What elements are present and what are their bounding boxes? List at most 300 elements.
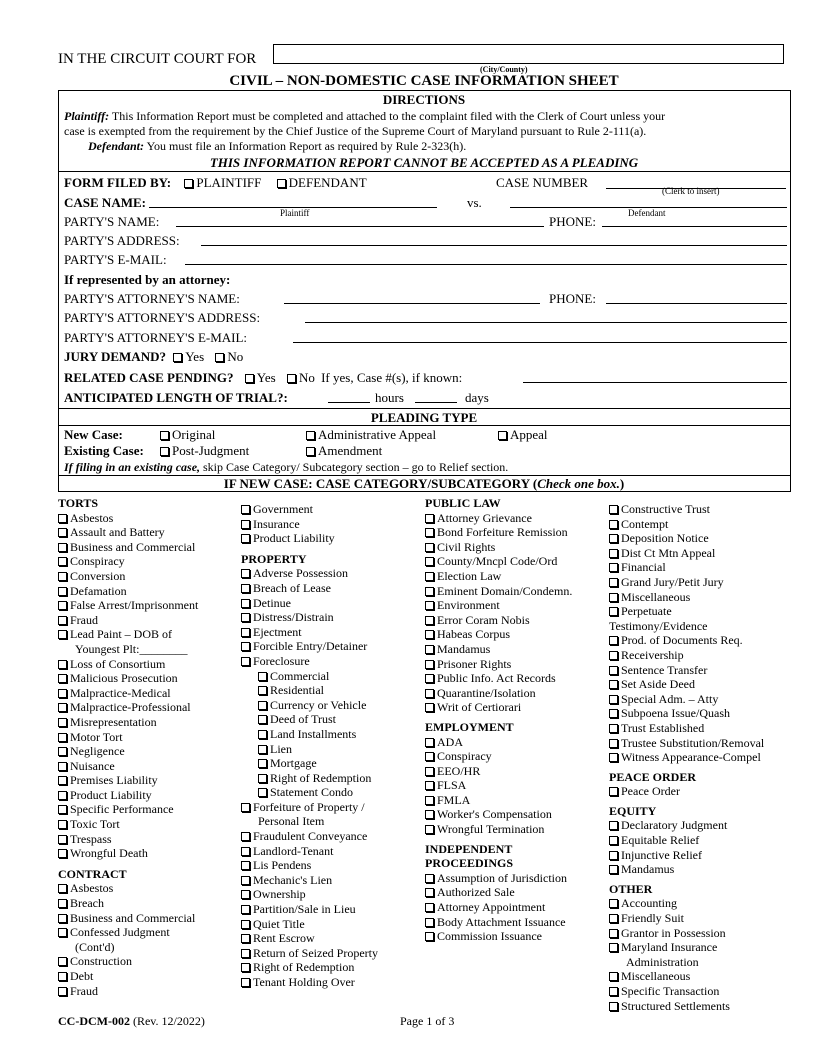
category-checkbox[interactable] — [241, 963, 250, 972]
category-item[interactable] — [609, 663, 764, 678]
category-label: Structured Settlements — [621, 998, 730, 1013]
category-checkbox[interactable] — [58, 762, 67, 771]
category-checkbox[interactable] — [258, 715, 267, 724]
category-checkbox[interactable] — [58, 660, 67, 669]
category-checkbox[interactable] — [241, 657, 250, 666]
category-checkbox[interactable] — [609, 651, 618, 660]
category-label: Business and Commercial — [70, 539, 196, 554]
category-checkbox[interactable] — [241, 920, 250, 929]
category-item[interactable] — [241, 975, 378, 990]
category-checkbox[interactable] — [609, 709, 618, 718]
defendant-checkbox[interactable] — [277, 179, 286, 188]
category-item[interactable] — [241, 698, 378, 713]
category-item[interactable] — [241, 829, 378, 844]
category-item[interactable] — [58, 540, 198, 555]
category-checkbox[interactable] — [258, 788, 267, 797]
related-no-checkbox[interactable] — [287, 374, 296, 383]
page-number: Page 1 of 3 — [400, 1014, 455, 1028]
category-checkbox[interactable] — [58, 718, 67, 727]
attorney-address-field[interactable] — [305, 322, 787, 323]
column-torts-contract — [58, 496, 198, 998]
category-item[interactable] — [58, 744, 198, 759]
category-item[interactable] — [425, 900, 572, 915]
category-label: Land Installments — [270, 726, 357, 741]
category-item[interactable] — [609, 896, 764, 911]
category-item[interactable] — [241, 946, 378, 961]
category-item[interactable] — [58, 730, 198, 745]
category-label: Perpetuate — [621, 604, 672, 619]
category-checkbox[interactable] — [58, 899, 67, 908]
category-item[interactable] — [425, 671, 572, 686]
category-checkbox[interactable] — [425, 587, 434, 596]
category-checkbox[interactable] — [58, 791, 67, 800]
category-label: Declaratory Judgment — [621, 818, 728, 833]
category-item[interactable] — [58, 969, 198, 984]
original-checkbox[interactable] — [160, 431, 169, 440]
category-label: Return of Seized Property — [253, 945, 378, 960]
category-checkbox[interactable] — [241, 978, 250, 987]
if-yes-case-label: If yes, Case #(s), if known: — [321, 370, 463, 385]
plaintiff-text-2: case is exempted from the requirement by the Chief Justice of the Supreme Court of Maryland pursuant to Rule 2-111(a). — [64, 124, 647, 138]
category-checkbox[interactable] — [58, 543, 67, 552]
category-checkbox[interactable] — [425, 903, 434, 912]
category-checkbox[interactable] — [58, 601, 67, 610]
category-checkbox[interactable] — [609, 534, 618, 543]
category-item[interactable] — [241, 683, 378, 698]
category-checkbox[interactable] — [609, 505, 618, 514]
category-item[interactable] — [425, 764, 572, 779]
category-item[interactable] — [58, 846, 198, 861]
category-checkbox[interactable] — [58, 514, 67, 523]
category-item[interactable] — [425, 540, 572, 555]
category-label: Lead Paint – DOB of — [70, 627, 172, 642]
category-item[interactable] — [58, 569, 198, 584]
category-item[interactable] — [425, 871, 572, 886]
category-checkbox[interactable] — [609, 724, 618, 733]
category-checkbox[interactable] — [425, 660, 434, 669]
category-checkbox[interactable] — [609, 695, 618, 704]
category-checkbox[interactable] — [241, 949, 250, 958]
category-checkbox[interactable] — [425, 674, 434, 683]
category-checkbox[interactable] — [58, 849, 67, 858]
category-checkbox[interactable] — [58, 776, 67, 785]
category-checkbox[interactable] — [609, 636, 618, 645]
category-item[interactable] — [58, 671, 198, 686]
category-label: Grand Jury/Petit Jury — [621, 574, 724, 589]
category-item[interactable] — [241, 887, 378, 902]
post-judgment-checkbox[interactable] — [160, 447, 169, 456]
category-checkbox[interactable] — [241, 569, 250, 578]
category-item[interactable] — [241, 625, 378, 640]
category-item[interactable] — [241, 566, 378, 581]
category-checkbox[interactable] — [58, 884, 67, 893]
category-item[interactable] — [609, 750, 764, 765]
category-item[interactable] — [241, 902, 378, 917]
category-checkbox[interactable] — [425, 932, 434, 941]
category-checkbox[interactable] — [609, 607, 618, 616]
category-checkbox[interactable] — [58, 674, 67, 683]
category-item[interactable] — [425, 569, 572, 584]
category-item[interactable] — [241, 669, 378, 684]
category-checkbox[interactable] — [58, 528, 67, 537]
category-item[interactable] — [241, 756, 378, 771]
category-item[interactable] — [425, 749, 572, 764]
category-item[interactable] — [609, 926, 764, 941]
category-item[interactable] — [425, 554, 572, 569]
category-checkbox[interactable] — [609, 972, 618, 981]
category-checkbox[interactable] — [425, 767, 434, 776]
category-item[interactable] — [609, 546, 764, 561]
category-item[interactable] — [609, 784, 764, 799]
category-label: Habeas Corpus — [437, 627, 510, 642]
category-checkbox[interactable] — [58, 557, 67, 566]
category-item[interactable] — [425, 885, 572, 900]
category-checkbox[interactable] — [425, 874, 434, 883]
category-label: Landlord-Tenant — [253, 843, 334, 858]
category-item[interactable] — [58, 700, 198, 715]
jury-demand-row — [64, 349, 243, 364]
category-item[interactable] — [425, 778, 572, 793]
category-item[interactable] — [241, 531, 378, 546]
public-law-heading: PUBLIC LAW — [425, 496, 501, 510]
category-checkbox[interactable] — [425, 752, 434, 761]
category-label: Nuisance — [70, 758, 115, 773]
admin-appeal-checkbox[interactable] — [306, 431, 315, 440]
category-checkbox[interactable] — [241, 520, 250, 529]
category-item[interactable] — [609, 531, 764, 546]
category-checkbox[interactable] — [609, 851, 618, 860]
category-item[interactable] — [58, 554, 198, 569]
category-item[interactable] — [58, 925, 198, 940]
trial-days-field[interactable] — [415, 402, 457, 403]
category-item[interactable] — [241, 917, 378, 932]
category-item[interactable] — [241, 931, 378, 946]
category-checkbox[interactable] — [609, 1002, 618, 1011]
category-label: Distress/Distrain — [253, 610, 334, 625]
category-item[interactable] — [58, 613, 198, 628]
category-checkbox[interactable] — [258, 672, 267, 681]
category-item[interactable] — [425, 700, 572, 715]
category-checkbox[interactable] — [58, 805, 67, 814]
category-label: Witness Appearance-Compel — [621, 750, 761, 765]
category-checkbox[interactable] — [58, 616, 67, 625]
category-item[interactable] — [609, 560, 764, 575]
category-item[interactable] — [609, 833, 764, 848]
category-item[interactable] — [609, 736, 764, 751]
category-checkbox[interactable] — [609, 929, 618, 938]
category-item — [241, 814, 378, 829]
trial-hours-field[interactable] — [328, 402, 370, 403]
category-checkbox[interactable] — [425, 918, 434, 927]
category-checkbox[interactable] — [58, 928, 67, 937]
category-checkbox[interactable] — [58, 987, 67, 996]
category-checkbox[interactable] — [58, 835, 67, 844]
category-item[interactable] — [58, 984, 198, 999]
category-checkbox[interactable] — [425, 616, 434, 625]
category-item[interactable] — [609, 721, 764, 736]
attorney-email-field[interactable] — [293, 342, 787, 343]
category-checkbox[interactable] — [258, 701, 267, 710]
category-checkbox[interactable] — [241, 505, 250, 514]
category-checkbox[interactable] — [425, 703, 434, 712]
category-item[interactable] — [241, 654, 378, 669]
category-checkbox[interactable] — [425, 572, 434, 581]
category-label: Subpoena Issue/Quash — [621, 706, 730, 721]
category-label: Personal Item — [258, 814, 325, 829]
category-item[interactable] — [425, 735, 572, 750]
category-checkbox[interactable] — [241, 534, 250, 543]
category-item[interactable] — [609, 633, 764, 648]
category-item[interactable] — [241, 727, 378, 742]
category-label: Assault and Battery — [70, 525, 165, 540]
category-item[interactable] — [425, 822, 572, 837]
category-item[interactable] — [241, 639, 378, 654]
category-item[interactable] — [241, 712, 378, 727]
category-checkbox[interactable] — [425, 630, 434, 639]
category-label: ADA — [437, 734, 463, 749]
category-item[interactable] — [425, 929, 572, 944]
category-item[interactable] — [58, 759, 198, 774]
party-name-field[interactable] — [176, 226, 544, 227]
category-checkbox[interactable] — [58, 957, 67, 966]
appeal-checkbox[interactable] — [498, 431, 507, 440]
category-checkbox[interactable] — [609, 739, 618, 748]
category-checkbox[interactable] — [58, 747, 67, 756]
category-checkbox[interactable] — [425, 543, 434, 552]
category-label: Sentence Transfer — [621, 662, 708, 677]
category-checkbox[interactable] — [241, 628, 250, 637]
category-label: Miscellaneous — [621, 969, 691, 984]
category-item[interactable] — [58, 817, 198, 832]
category-item[interactable] — [58, 525, 198, 540]
category-label: Breach of Lease — [253, 580, 331, 595]
category-item[interactable] — [609, 677, 764, 692]
category-item[interactable] — [241, 742, 378, 757]
category-checkbox[interactable] — [258, 730, 267, 739]
related-case-field[interactable] — [523, 382, 787, 383]
attorney-phone-field[interactable] — [606, 303, 787, 304]
category-item[interactable] — [609, 999, 764, 1014]
category-item[interactable] — [609, 940, 764, 955]
category-item[interactable] — [58, 657, 198, 672]
category-checkbox[interactable] — [258, 759, 267, 768]
category-item[interactable] — [609, 575, 764, 590]
category-checkbox[interactable] — [58, 820, 67, 829]
city-county-field[interactable] — [273, 44, 784, 64]
category-checkbox[interactable] — [609, 899, 618, 908]
category-item[interactable] — [58, 911, 198, 926]
category-label: Tenant Holding Over — [253, 975, 355, 989]
category-checkbox[interactable] — [58, 972, 67, 981]
category-checkbox[interactable] — [425, 528, 434, 537]
category-checkbox[interactable] — [425, 825, 434, 834]
category-checkbox[interactable] — [609, 836, 618, 845]
equity-list — [609, 818, 764, 876]
category-checkbox[interactable] — [425, 557, 434, 566]
category-checkbox[interactable] — [609, 865, 618, 874]
category-item[interactable] — [58, 686, 198, 701]
category-item[interactable] — [58, 627, 198, 642]
category-checkbox[interactable] — [241, 832, 250, 841]
category-checkbox[interactable] — [609, 520, 618, 529]
category-checkbox[interactable] — [609, 943, 618, 952]
category-item[interactable] — [58, 598, 198, 613]
category-item[interactable] — [58, 584, 198, 599]
category-item[interactable] — [425, 584, 572, 599]
jury-no-checkbox[interactable] — [215, 353, 224, 362]
category-checkbox[interactable] — [609, 666, 618, 675]
party-email-label: PARTY'S E-MAIL: — [64, 252, 167, 267]
category-label: Public Info. Act Records — [437, 671, 556, 686]
category-checkbox[interactable] — [58, 689, 67, 698]
category-item[interactable] — [609, 517, 764, 532]
category-label: Product Liability — [253, 531, 335, 546]
category-checkbox[interactable] — [241, 584, 250, 593]
existing-case-label: Existing Case: — [64, 443, 144, 458]
category-checkbox[interactable] — [241, 861, 250, 870]
category-checkbox[interactable] — [425, 810, 434, 819]
category-checkbox[interactable] — [241, 847, 250, 856]
category-item[interactable] — [609, 502, 764, 517]
category-label: Commercial — [270, 668, 330, 683]
category-checkbox[interactable] — [58, 587, 67, 596]
party-phone-field[interactable] — [602, 226, 787, 227]
category-checkbox[interactable] — [258, 686, 267, 695]
category-checkbox[interactable] — [58, 914, 67, 923]
category-checkbox[interactable] — [609, 593, 618, 602]
category-checkbox[interactable] — [609, 821, 618, 830]
category-checkbox[interactable] — [58, 733, 67, 742]
category-checkbox[interactable] — [58, 703, 67, 712]
category-checkbox[interactable] — [609, 563, 618, 572]
category-checkbox[interactable] — [609, 680, 618, 689]
category-item[interactable] — [241, 844, 378, 859]
category-checkbox[interactable] — [425, 514, 434, 523]
category-item[interactable] — [58, 715, 198, 730]
category-label: Business and Commercial — [70, 910, 196, 925]
category-item[interactable] — [425, 511, 572, 526]
category-item[interactable] — [58, 896, 198, 911]
attorney-address-label: PARTY'S ATTORNEY'S ADDRESS: — [64, 310, 261, 325]
category-checkbox[interactable] — [425, 689, 434, 698]
category-item[interactable] — [609, 706, 764, 721]
category-checkbox[interactable] — [425, 645, 434, 654]
category-item[interactable] — [609, 984, 764, 999]
category-checkbox[interactable] — [241, 599, 250, 608]
attorney-name-field[interactable] — [284, 303, 540, 304]
category-checkbox[interactable] — [425, 601, 434, 610]
jury-demand-label: JURY DEMAND? — [64, 349, 166, 364]
category-item[interactable] — [241, 502, 378, 517]
category-checkbox[interactable] — [241, 642, 250, 651]
category-label: Loss of Consortium — [70, 656, 166, 671]
category-item[interactable] — [241, 771, 378, 786]
category-label: Maryland Insurance — [621, 940, 718, 955]
filed-by-label: FORM FILED BY: — [64, 175, 172, 190]
category-item[interactable] — [241, 873, 378, 888]
category-checkbox[interactable] — [609, 753, 618, 762]
category-item[interactable] — [425, 613, 572, 628]
category-item[interactable] — [241, 517, 378, 532]
category-item[interactable] — [241, 858, 378, 873]
party-address-field[interactable] — [201, 245, 787, 246]
category-item[interactable] — [425, 598, 572, 613]
category-item[interactable] — [58, 511, 198, 526]
amendment-checkbox[interactable] — [306, 447, 315, 456]
category-checkbox[interactable] — [609, 787, 618, 796]
category-item[interactable] — [425, 793, 572, 808]
category-checkbox[interactable] — [241, 876, 250, 885]
category-checkbox[interactable] — [241, 905, 250, 914]
category-item[interactable] — [241, 960, 378, 975]
category-item[interactable] — [425, 915, 572, 930]
category-item[interactable] — [58, 773, 198, 788]
category-checkbox[interactable] — [241, 803, 250, 812]
court-prefix: IN THE CIRCUIT COURT FOR — [58, 51, 257, 67]
category-item[interactable] — [425, 807, 572, 822]
category-checkbox[interactable] — [241, 890, 250, 899]
category-item[interactable] — [609, 911, 764, 926]
category-item[interactable] — [58, 832, 198, 847]
category-item[interactable] — [425, 657, 572, 672]
party-name-label: PARTY'S NAME: — [64, 214, 160, 229]
category-item[interactable] — [425, 642, 572, 657]
category-item[interactable] — [609, 848, 764, 863]
category-checkbox[interactable] — [609, 914, 618, 923]
category-item[interactable] — [241, 800, 378, 815]
page-title: CIVIL – NON-DOMESTIC CASE INFORMATION SHEET — [229, 73, 619, 89]
party-email-field[interactable] — [185, 264, 787, 265]
category-item[interactable] — [609, 648, 764, 663]
category-item[interactable] — [425, 686, 572, 701]
category-item[interactable] — [609, 604, 764, 619]
category-item[interactable] — [58, 954, 198, 969]
directions-defendant — [88, 139, 466, 153]
category-label: Insurance — [253, 516, 300, 531]
category-item[interactable] — [609, 692, 764, 707]
category-checkbox[interactable] — [609, 578, 618, 587]
category-item[interactable] — [425, 627, 572, 642]
category-item[interactable] — [609, 590, 764, 605]
category-checkbox[interactable] — [58, 572, 67, 581]
category-item[interactable] — [241, 581, 378, 596]
jury-yes-checkbox[interactable] — [173, 353, 182, 362]
plaintiff-checkbox[interactable] — [184, 179, 193, 188]
category-item[interactable] — [241, 785, 378, 800]
category-checkbox[interactable] — [58, 630, 67, 639]
category-checkbox[interactable] — [425, 781, 434, 790]
category-checkbox[interactable] — [425, 796, 434, 805]
category-item[interactable] — [58, 881, 198, 896]
category-item[interactable] — [58, 802, 198, 817]
category-checkbox[interactable] — [609, 987, 618, 996]
category-item[interactable] — [609, 969, 764, 984]
category-checkbox[interactable] — [258, 774, 267, 783]
category-checkbox[interactable] — [258, 745, 267, 754]
category-item[interactable] — [58, 788, 198, 803]
category-item[interactable] — [241, 610, 378, 625]
category-item[interactable] — [425, 525, 572, 540]
category-checkbox[interactable] — [241, 613, 250, 622]
related-yes-checkbox[interactable] — [245, 374, 254, 383]
category-item[interactable] — [609, 862, 764, 877]
category-checkbox[interactable] — [609, 549, 618, 558]
category-item[interactable] — [241, 596, 378, 611]
category-item[interactable] — [609, 818, 764, 833]
category-checkbox[interactable] — [425, 738, 434, 747]
category-checkbox[interactable] — [241, 934, 250, 943]
category-checkbox[interactable] — [425, 888, 434, 897]
